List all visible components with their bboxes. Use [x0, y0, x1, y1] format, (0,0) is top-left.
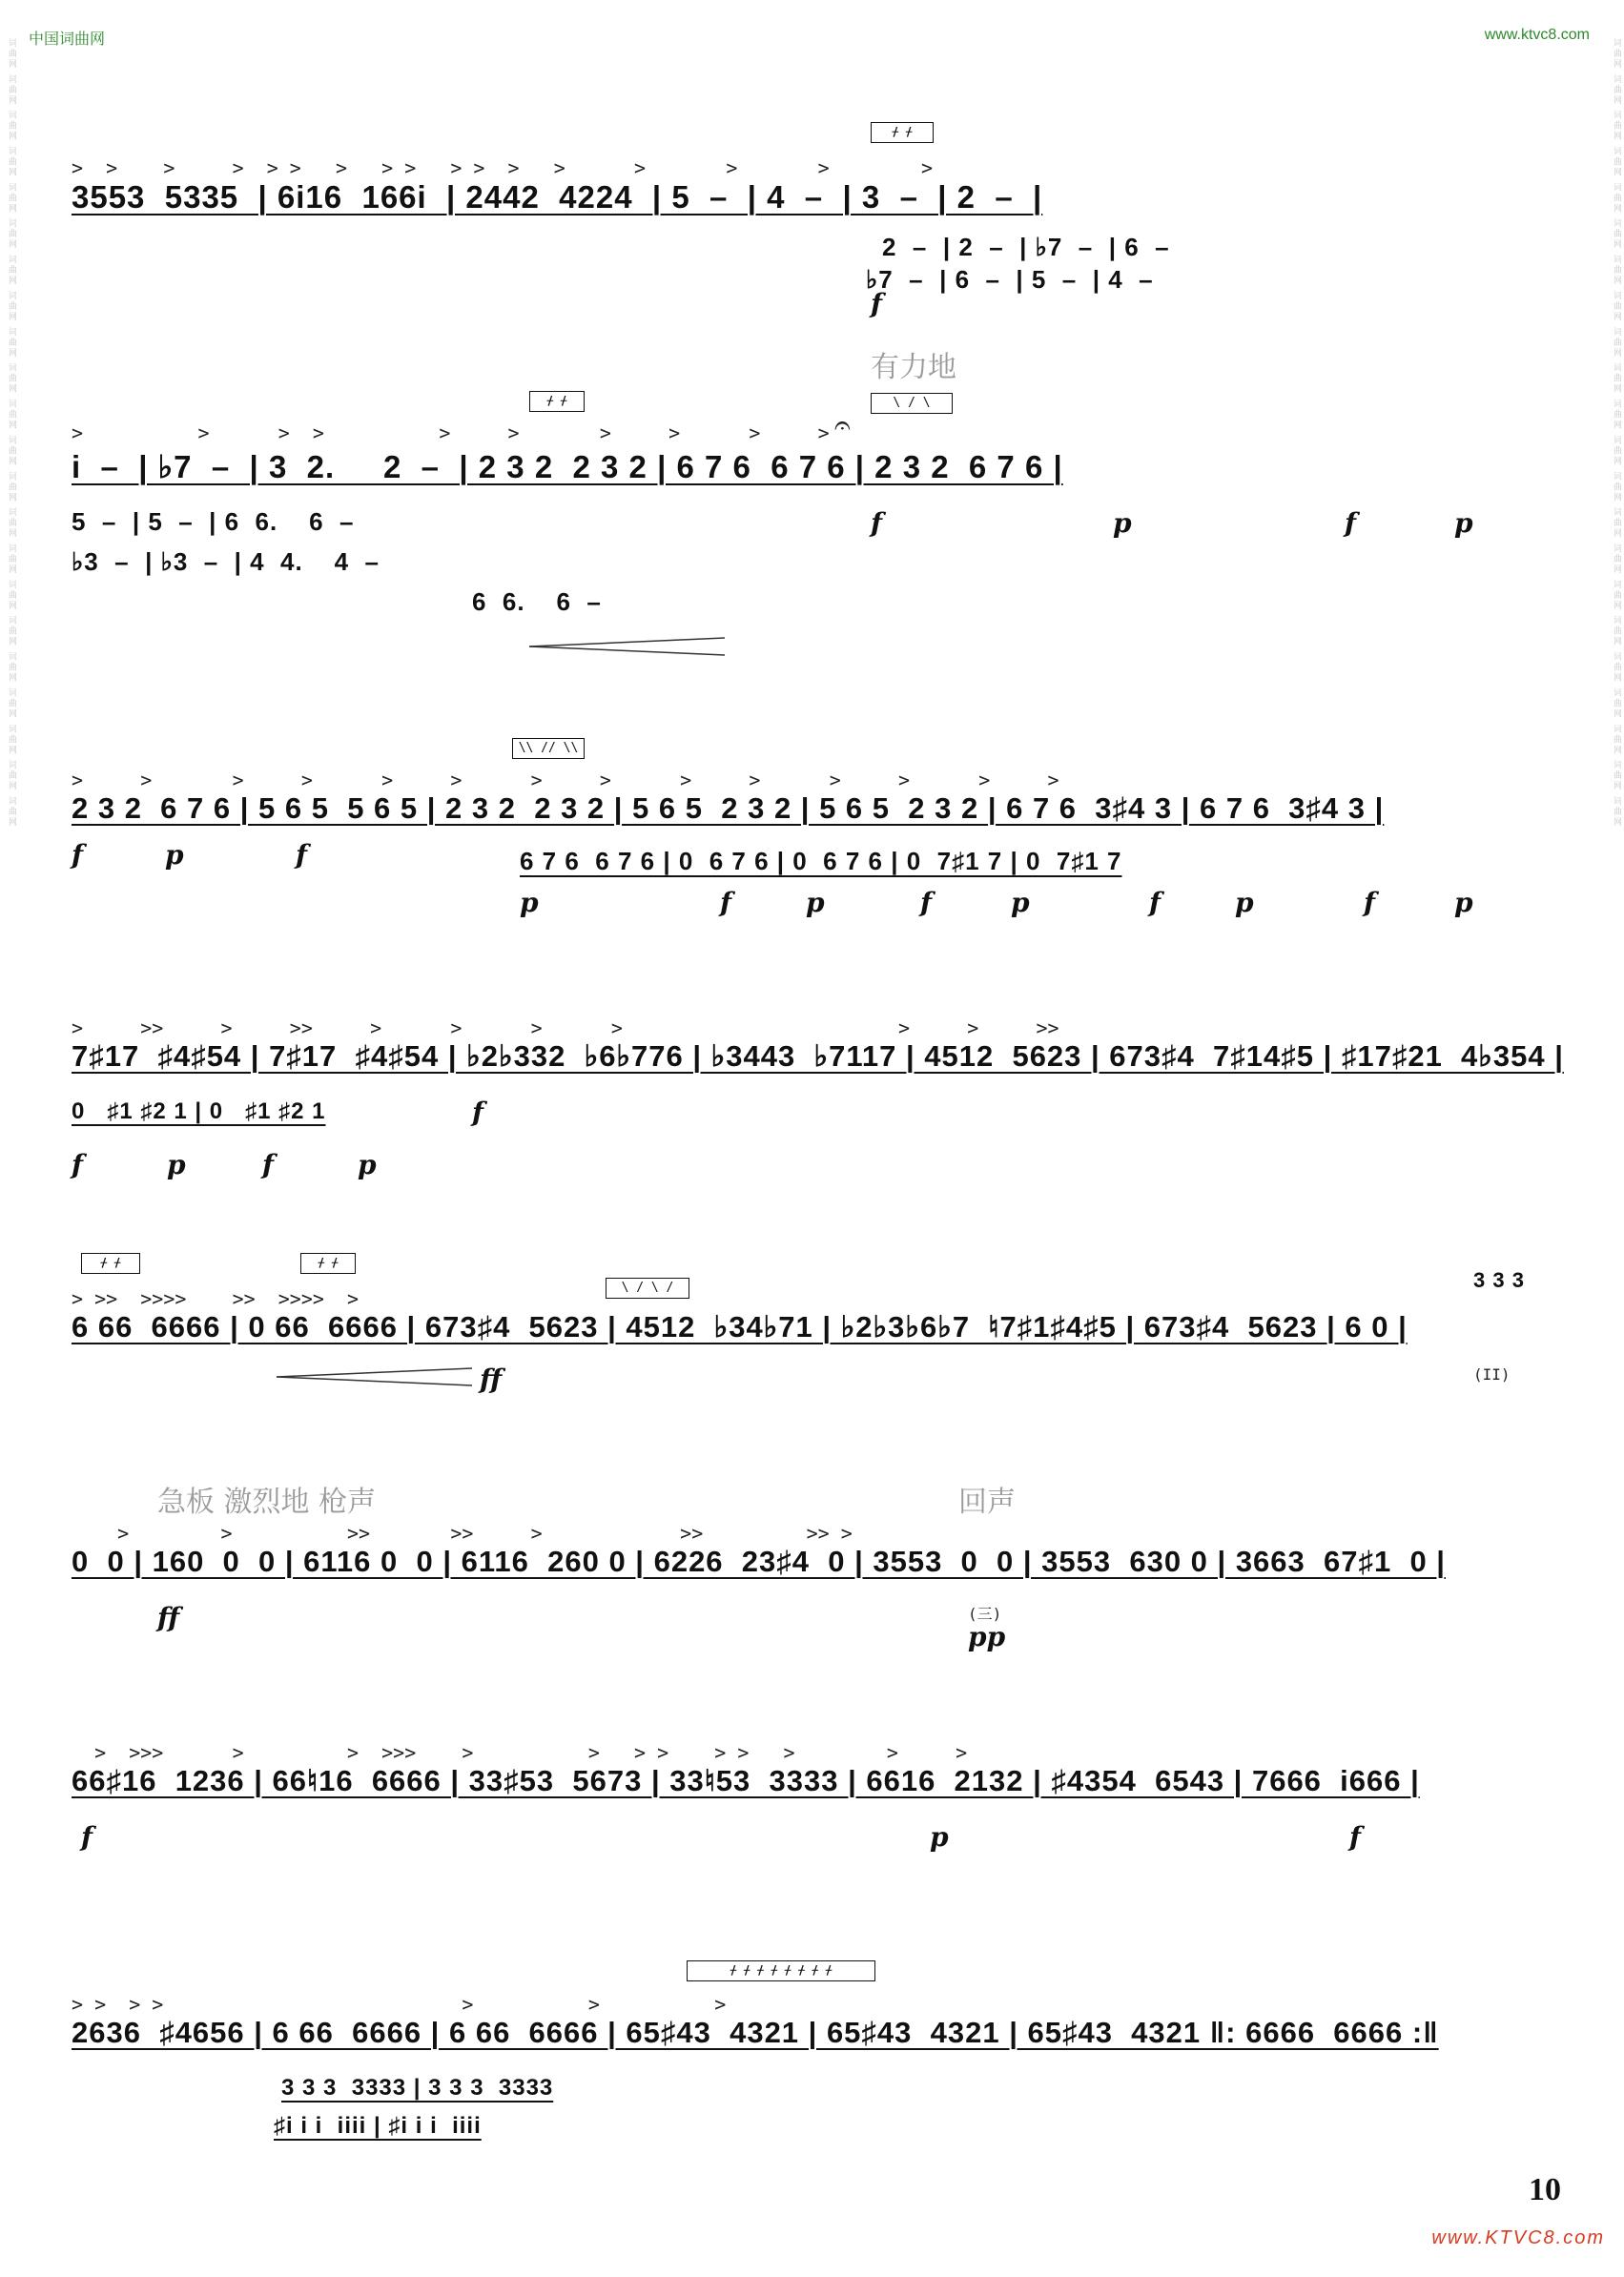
- dynamic-mark: p: [1113, 507, 1132, 539]
- harmony-line-2: ♭7 – | 6 – | 5 – | 4 –: [866, 265, 1154, 294]
- accent-marks: > > > > > > > > > >: [72, 421, 830, 444]
- melody-line: 0 0 | 160 0 0 | 6116 0 0 | 6116 260 0 | 6226 23♯4 0 | 3553 0 0 | 3553 630 0 | 3663 67♯1 0 |: [72, 1545, 1446, 1578]
- dynamic-mark: pp: [968, 1621, 1006, 1652]
- staff-row-5: [72, 1240, 1559, 1449]
- tempo-marking-echo: 回声: [958, 1486, 1016, 1519]
- melody-line: 2636 ♯4656 | 6 66 6666 | 6 66 6666 | 65♯43 4321 | 65♯43 4321 | 65♯43 4321 ‖: 6666 6666 :‖: [72, 2016, 1439, 2049]
- dynamic-mark: p: [1235, 887, 1254, 918]
- accent-marks: > >> > >> > > > > > > >>: [72, 1016, 1059, 1039]
- accent-marks: > >>> > > >>> > > > > > > > > >: [72, 1741, 968, 1764]
- watermark-strip-right: 词曲网 词曲网 词曲网 词曲网 词曲网 词曲网 词曲网 词曲网 词曲网 词曲网 词曲网 词曲网 词曲网 词曲网 词曲网 词曲网 词曲网 词曲网 词曲网 词曲网 词曲网 词曲网: [1612, 38, 1621, 829]
- dynamic-mark: f: [1364, 887, 1376, 918]
- harmony-line-1: 2 – | 2 – | ♭7 – | 6 –: [882, 233, 1170, 261]
- articulation-box: \\ // \\: [512, 738, 585, 759]
- staff-row-1: [72, 125, 1559, 334]
- dynamic-mark: p: [520, 887, 539, 918]
- dynamic-mark: p: [806, 887, 825, 918]
- melody-line: 66♯16 1236 | 66♮16 6666 | 33♯53 5673 | 33♮53 3333 | 6616 2132 | ♯4354 6543 | 7666 i666 |: [72, 1764, 1420, 1797]
- dynamic-mark: f: [72, 839, 84, 871]
- dynamic-mark: f: [472, 1097, 484, 1128]
- harmony-line-3: 6 6. 6 –: [472, 587, 602, 616]
- dynamic-mark: ff: [480, 1364, 503, 1395]
- articulation-box: ᚋ ᚋ: [529, 391, 585, 412]
- dynamic-mark: p: [930, 1821, 949, 1853]
- articulation-box: ᚋ ᚋ: [300, 1253, 356, 1274]
- staff-row-6: [72, 1468, 1559, 1678]
- dynamic-mark: ff: [157, 1602, 180, 1633]
- dynamic-mark: p: [358, 1149, 377, 1180]
- decrescendo-hairpin: [529, 637, 730, 656]
- dynamic-mark: f: [720, 887, 732, 918]
- dynamic-mark: f: [262, 1149, 275, 1180]
- chord-stack: 3 3 3: [1473, 1268, 1525, 1292]
- accent-marks: > > >> >> > >> >> >: [72, 1522, 853, 1545]
- dynamic-mark: p: [165, 839, 184, 871]
- melody-line: i – | ♭7 – | 3 2. 2 – | 2 3 2 2 3 2 | 6 7 6 6 7 6 | 2 3 2 6 7 6 |: [72, 449, 1063, 484]
- fermata-icon: 𝄐: [834, 410, 851, 441]
- dynamic-mark: p: [1011, 887, 1030, 918]
- articulation-box: ᚋ ᚋ: [81, 1253, 140, 1274]
- harmony-line-2: ♭3 – | ♭3 – | 4 4. 4 –: [72, 547, 380, 576]
- accent-marks: > > > > > > >: [72, 1993, 727, 2016]
- dynamic-mark: f: [72, 1149, 84, 1180]
- articulation-box: ᚋ ᚋ ᚋ ᚋ ᚋ ᚋ ᚋ ᚋ: [687, 1960, 875, 1981]
- dynamic-mark: f: [920, 887, 933, 918]
- dynamic-mark: f: [871, 507, 883, 539]
- dynamic-mark: f: [1149, 887, 1161, 918]
- harmony-line-1: 0 ♯1 ♯2 1 | 0 ♯1 ♯2 1: [72, 1098, 326, 1124]
- watermark-strip-left: 词曲网 词曲网 词曲网 词曲网 词曲网 词曲网 词曲网 词曲网 词曲网 词曲网 词曲网 词曲网 词曲网 词曲网 词曲网 词曲网 词曲网 词曲网 词曲网 词曲网 词曲网 词曲网: [7, 38, 16, 829]
- harmony-line-1: 5 – | 5 – | 6 6. 6 –: [72, 507, 355, 536]
- section-mark: (三): [968, 1605, 1002, 1623]
- accent-marks: > > > > > > > > > > > > > > > > >: [72, 156, 934, 179]
- site-footer-logo: www.KTVC8.com: [1431, 2227, 1605, 2248]
- dynamic-mark: p: [1454, 887, 1473, 918]
- dynamic-mark: f: [871, 288, 883, 319]
- staff-row-3: [72, 734, 1559, 954]
- melody-line: 6 66 6666 | 0 66 6666 | 673♯4 5623 | 4512 ♭34♭71 | ♭2♭3♭6♭7 ♮7♯1♯4♯5 | 673♯4 5623 | 6 0 |: [72, 1310, 1408, 1344]
- dynamic-mark: p: [1454, 507, 1473, 539]
- dynamic-mark: f: [81, 1821, 93, 1853]
- articulation-box: \ / \: [871, 393, 953, 414]
- dynamic-mark: p: [167, 1149, 186, 1180]
- page-number: 10: [1529, 2172, 1561, 2207]
- melody-line: 3553 5335 | 6i16 166i | 2442 4224 | 5 – | 4 – | 3 – | 2 – |: [72, 179, 1043, 215]
- melody-line: 7♯17 ♯4♯54 | 7♯17 ♯4♯54 | ♭2♭332 ♭6♭776 | ♭3443 ♭7117 | 4512 5623 | 673♯4 7♯14♯5 | ♯17♯21 4♭354 |: [72, 1039, 1564, 1073]
- accent-marks: > >> >>>> >> >>>> >: [72, 1287, 360, 1310]
- melody-line: 2 3 2 6 7 6 | 5 6 5 5 6 5 | 2 3 2 2 3 2 | 5 6 5 2 3 2 | 5 6 5 2 3 2 | 6 7 6 3♯4 3 | 6 7 6 3♯4 3 |: [72, 791, 1385, 825]
- articulation-box: ᚋ ᚋ: [871, 122, 934, 143]
- crescendo-hairpin: [277, 1367, 477, 1386]
- staff-row-2: [72, 343, 1559, 667]
- staff-row-8: [72, 1955, 1559, 2164]
- tempo-marking: 有力地: [871, 351, 956, 384]
- chord-label: (II): [1473, 1365, 1511, 1384]
- site-name-left: 中国词曲网: [29, 31, 106, 48]
- harmony-line-1: 3 3 3 3333 | 3 3 3 3333: [281, 2075, 554, 2101]
- articulation-box: \ / \ /: [606, 1278, 689, 1299]
- site-url-right: www.ktvc8.com: [1484, 27, 1590, 43]
- harmony-line-1: 6 7 6 6 7 6 | 0 6 7 6 | 0 6 7 6 | 0 7♯1 7 | 0 7♯1 7: [520, 847, 1122, 875]
- dynamic-mark: f: [296, 839, 308, 871]
- dynamic-mark: f: [1349, 1821, 1362, 1853]
- staff-row-7: [72, 1716, 1559, 1907]
- tempo-marking: 急板 激烈地 枪声: [157, 1486, 377, 1519]
- accent-marks: > > > > > > > > > > > > > >: [72, 769, 1059, 791]
- staff-row-4: [72, 992, 1564, 1201]
- dynamic-mark: f: [1345, 507, 1357, 539]
- harmony-line-2: ♯i i i iiii | ♯i i i iiii: [274, 2113, 482, 2139]
